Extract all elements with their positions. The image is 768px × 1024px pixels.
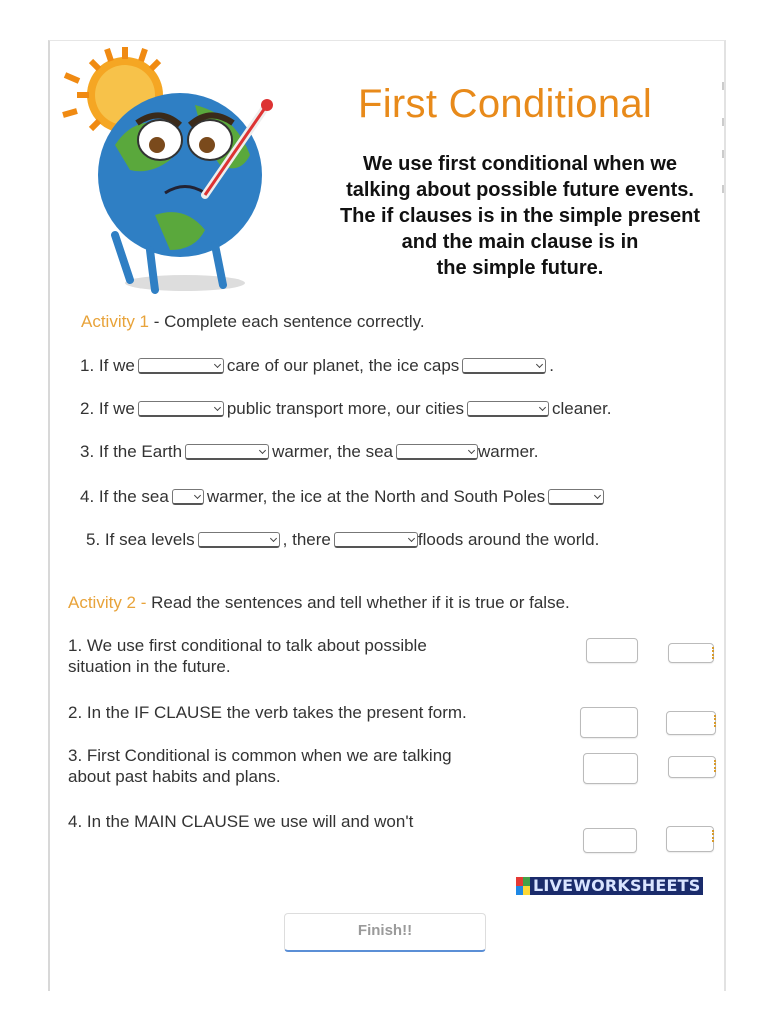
sentence-text: 4. If the sea	[80, 487, 169, 506]
sentence-text: , there	[282, 530, 331, 549]
answer-box[interactable]	[668, 756, 716, 778]
statement-text: 1. We use first conditional to talk about possible	[68, 636, 427, 655]
sentence-text: warmer, the sea	[272, 442, 394, 461]
answer-box[interactable]	[666, 826, 714, 852]
answer-dropdown[interactable]	[462, 358, 546, 374]
answer-box[interactable]	[666, 711, 716, 735]
edge-mark	[722, 150, 724, 158]
activity-2-label: Activity 2 -	[68, 593, 152, 612]
activity-1-instruction: - Complete each sentence correctly.	[149, 312, 425, 331]
activity-2-instruction: Read the sentences and tell whether if it is true or false.	[151, 593, 570, 612]
sentence-text: 2. If we	[80, 399, 135, 418]
statement-text: situation in the future.	[68, 657, 231, 676]
answer-box[interactable]	[580, 707, 638, 738]
answer-box[interactable]	[668, 643, 714, 663]
answer-dropdown[interactable]	[548, 489, 604, 505]
answer-dropdown[interactable]	[138, 401, 224, 417]
answer-dropdown[interactable]	[334, 532, 418, 548]
page-title: First Conditional	[358, 82, 653, 126]
edge-mark	[722, 185, 724, 193]
answer-box[interactable]	[586, 638, 638, 663]
answer-dropdown[interactable]	[198, 532, 280, 548]
intro-text	[322, 151, 718, 281]
sad-earth-illustration	[55, 45, 280, 295]
intro-line: and the main clause is in	[401, 231, 639, 253]
sentence-1	[80, 356, 554, 376]
intro-line: talking about possible future events.	[346, 179, 694, 201]
statement-2	[68, 702, 467, 723]
logo-text: LIVEWORKSHEETS	[530, 877, 703, 895]
activity-1-heading	[81, 312, 425, 332]
intro-line: We use first conditional when we	[362, 153, 678, 175]
answer-box[interactable]	[583, 828, 637, 853]
answer-dropdown[interactable]	[396, 444, 478, 460]
answer-dropdown[interactable]	[138, 358, 224, 374]
edge-mark	[722, 82, 724, 90]
sentence-text: cleaner.	[551, 399, 612, 418]
sentence-text: .	[549, 356, 555, 375]
edge-mark	[722, 118, 724, 126]
sentence-text: care of our planet, the ice caps	[226, 356, 460, 375]
sentence-text: 3. If the Earth	[80, 442, 183, 461]
answer-dropdown[interactable]	[467, 401, 549, 417]
sentence-text: 1. If we	[80, 356, 135, 375]
statement-3	[68, 745, 452, 787]
sentence-text: warmer, the ice at the North and South Poles	[206, 487, 546, 506]
statement-text: 3. First Conditional is common when we are talking	[68, 746, 452, 765]
sentence-4	[80, 487, 607, 507]
answer-dropdown[interactable]	[172, 489, 204, 505]
sentence-text: warmer.	[478, 442, 539, 461]
answer-dropdown[interactable]	[185, 444, 269, 460]
answer-box[interactable]	[583, 753, 638, 784]
activity-2-heading	[68, 593, 570, 613]
statement-1	[68, 635, 427, 677]
statement-text: 2. In the IF CLAUSE the verb takes the present form.	[68, 703, 467, 722]
statement-text: 4. In the MAIN CLAUSE we use will and won't	[68, 812, 414, 831]
statement-4	[68, 811, 413, 832]
intro-line: The if clauses is in the simple present	[339, 205, 701, 227]
sentence-text: public transport more, our cities	[226, 399, 464, 418]
intro-line: the simple future.	[436, 257, 604, 279]
logo-icon	[516, 877, 530, 895]
sentence-5	[86, 530, 599, 550]
sentence-text: floods around the world.	[417, 530, 600, 549]
sentence-3	[80, 442, 538, 462]
sentence-text: 5. If sea levels	[86, 530, 195, 549]
liveworksheets-logo	[516, 877, 703, 895]
sentence-2	[80, 399, 612, 419]
activity-1-label: Activity 1	[81, 312, 150, 331]
finish-button[interactable]: Finish!!	[284, 913, 486, 952]
statement-text: about past habits and plans.	[68, 767, 281, 786]
